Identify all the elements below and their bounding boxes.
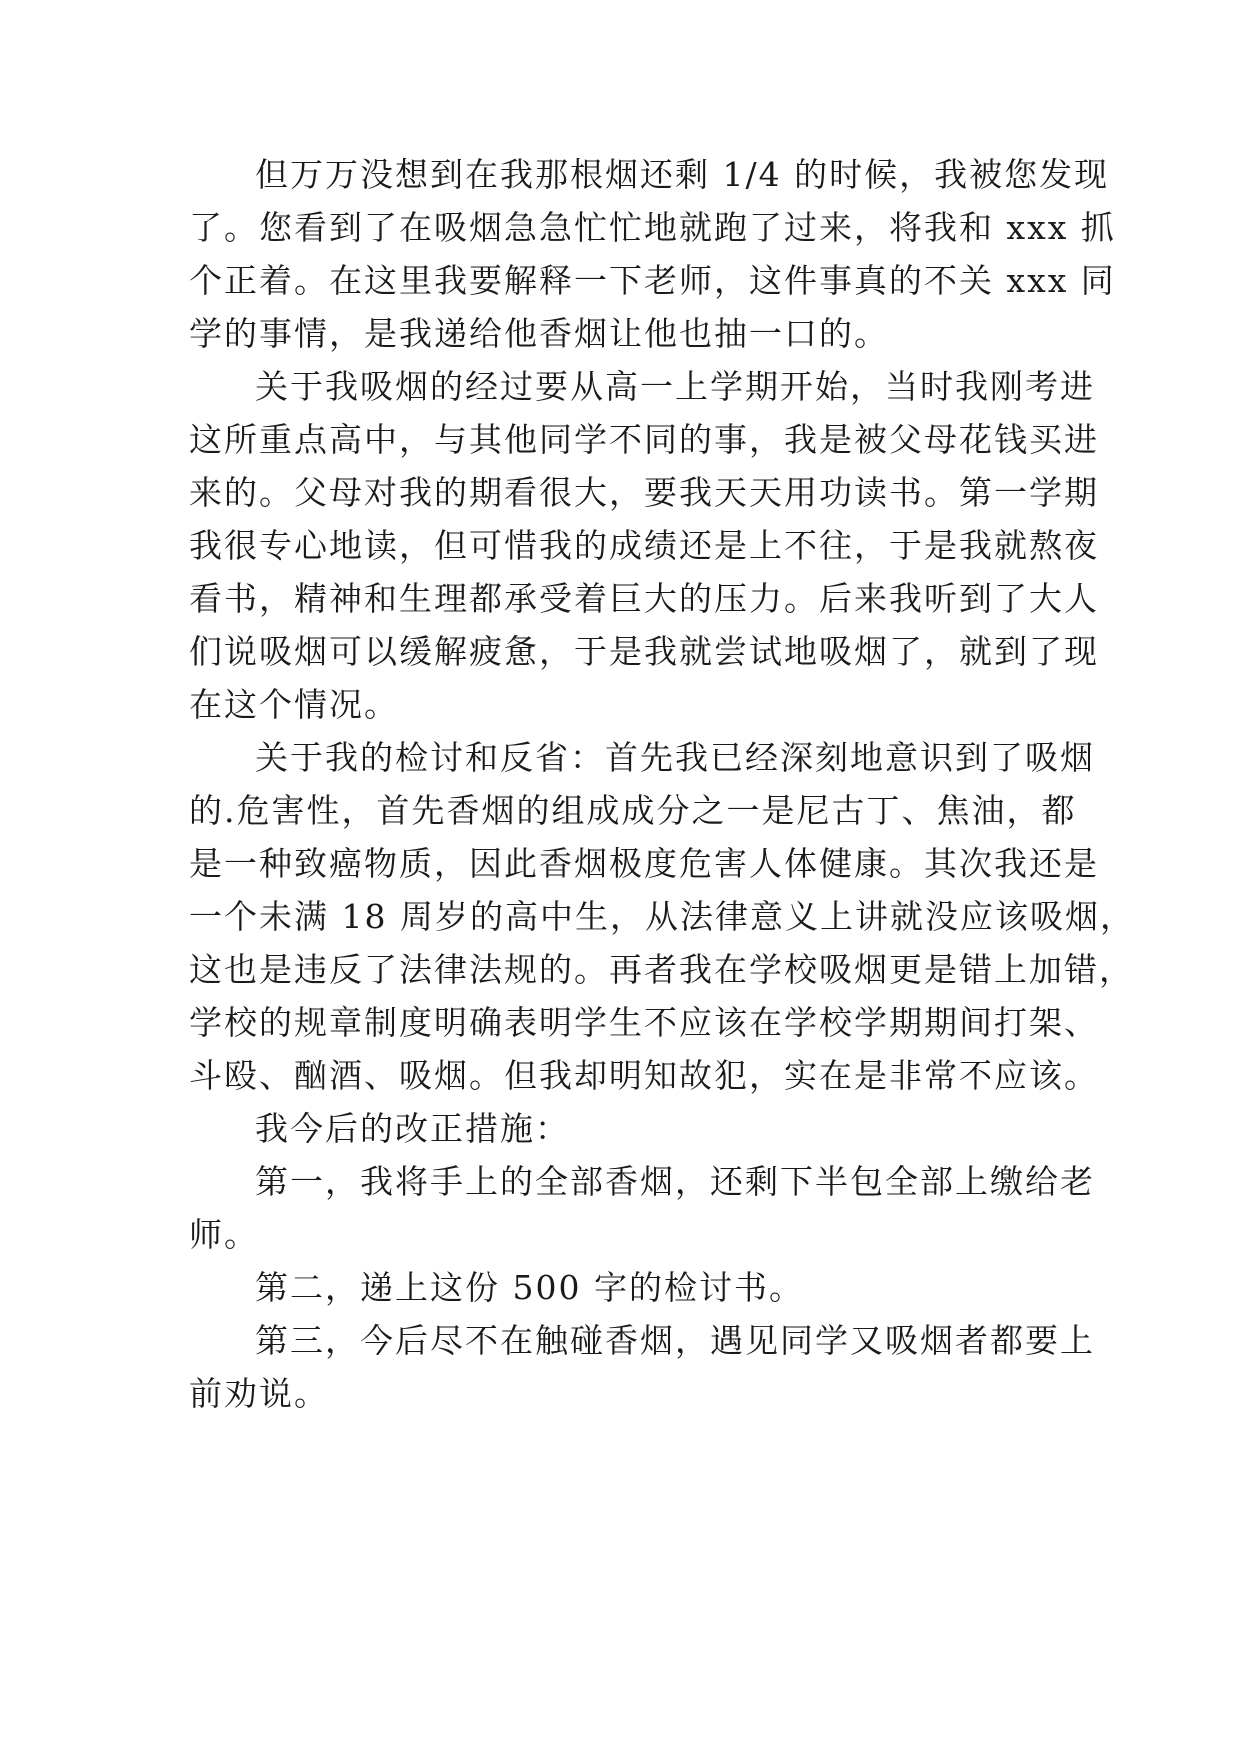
paragraph-6-line-1: 第二，递上这份 500 字的检讨书。: [255, 1268, 804, 1307]
paragraph-7-line-2: 前劝说。: [189, 1374, 329, 1413]
paragraph-2-line-5: 看书，精神和生理都承受着巨大的压力。后来我听到了大人: [189, 579, 1099, 618]
paragraph-2-line-1: 关于我吸烟的经过要从高一上学期开始，当时我刚考进: [255, 367, 1095, 406]
paragraph-2-line-3: 来的。父母对我的期看很大，要我天天用功读书。第一学期: [189, 473, 1099, 512]
paragraph-3-line-2: 的.危害性，首先香烟的组成成分之一是尼古丁、焦油，都: [189, 791, 1077, 830]
paragraph-1-line-4: 学的事情，是我递给他香烟让他也抽一口的。: [189, 314, 889, 353]
paragraph-1-line-2: 了。您看到了在吸烟急急忙忙地就跑了过来，将我和 xxx 抓: [189, 208, 1116, 247]
paragraph-1-line-1: 但万万没想到在我那根烟还剩 1/4 的时候，我被您发现: [255, 155, 1110, 194]
paragraph-2-line-6: 们说吸烟可以缓解疲惫，于是我就尝试地吸烟了，就到了现: [189, 632, 1099, 671]
paragraph-5-line-2: 师。: [189, 1215, 259, 1254]
paragraph-3-line-5: 这也是违反了法律法规的。再者我在学校吸烟更是错上加错，: [189, 950, 1134, 989]
paragraph-7-line-1: 第三，今后尽不在触碰香烟，遇见同学又吸烟者都要上: [255, 1321, 1095, 1360]
paragraph-5-line-1: 第一，我将手上的全部香烟，还剩下半包全部上缴给老: [255, 1162, 1095, 1201]
paragraph-3-line-7: 斗殴、酗酒、吸烟。但我却明知故犯，实在是非常不应该。: [189, 1056, 1099, 1095]
paragraph-3-line-6: 学校的规章制度明确表明学生不应该在学校学期期间打架、: [189, 1003, 1099, 1042]
paragraph-3-line-3: 是一种致癌物质，因此香烟极度危害人体健康。其次我还是: [189, 844, 1099, 883]
paragraph-3-line-4: 一个未满 18 周岁的高中生，从法律意义上讲就没应该吸烟，: [189, 897, 1135, 936]
paragraph-2-line-4: 我很专心地读，但可惜我的成绩还是上不往，于是我就熬夜: [189, 526, 1099, 565]
paragraph-3-line-1: 关于我的检讨和反省：首先我已经深刻地意识到了吸烟: [255, 738, 1095, 777]
paragraph-1-line-3: 个正着。在这里我要解释一下老师，这件事真的不关 xxx 同: [189, 261, 1116, 300]
paragraph-4-line-1: 我今后的改正措施：: [255, 1109, 570, 1148]
paragraph-2-line-7: 在这个情况。: [189, 685, 399, 724]
paragraph-2-line-2: 这所重点高中，与其他同学不同的事，我是被父母花钱买进: [189, 420, 1099, 459]
